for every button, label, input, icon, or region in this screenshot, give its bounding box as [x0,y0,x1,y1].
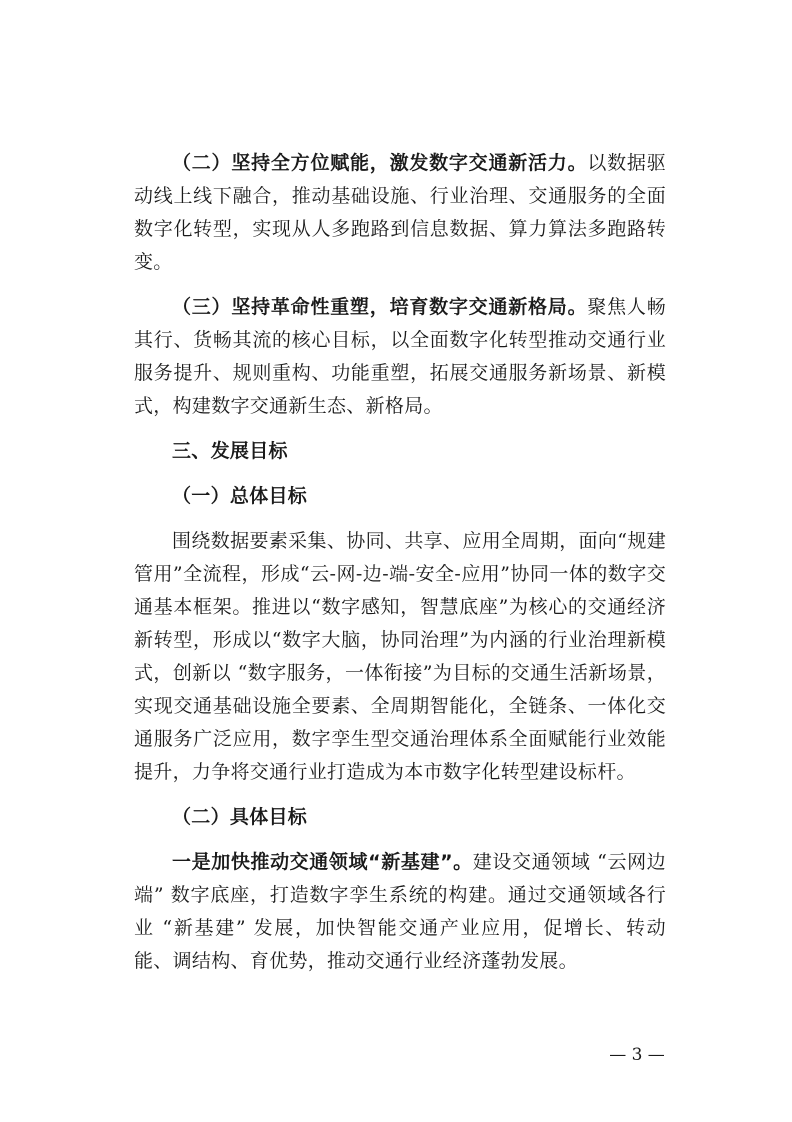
page-number: — 3 — [609,1045,665,1065]
paragraph-text: 建设交通领域 “云网边端” 数字底座，打造数字孪生系统的构建。通过交通领域各行业 “新基建” 发展，加快智能交通产业应用，促增长、转动能、调结构、育优势，推动交通行业经济蓬勃发展。 [134,851,666,972]
subsection-heading-overall-goals: （一）总体目标 [172,485,308,507]
paragraph-text: 聚焦人畅其行、货畅其流的核心目标，以全面数字化转型推动交通行业服务提升、规则重构、功能重塑，拓展交通服务新场景、新模式，构建数字交通新生态、新格局。 [134,296,666,417]
paragraph-principle-two [134,147,666,279]
paragraph-principle-three [134,291,666,423]
paragraph-lead-bold: （三）坚持革命性重塑，培育数字交通新格局。 [172,296,588,318]
document-body [134,147,666,990]
paragraph-lead-bold: （二）坚持全方位赋能，激发数字交通新活力。 [172,152,588,174]
paragraph-lead-bold: 一是加快推动交通领域“新基建”。 [172,851,473,873]
section-heading-development-goals: 三、发展目标 [172,440,288,462]
paragraph-specific-goal-one [134,846,666,978]
paragraph-text: 以数据驱动线上线下融合，推动基础设施、行业治理、交通服务的全面数字化转型，实现从人多跑路到信息数据、算力算法多跑路转变。 [134,152,666,273]
subsection-heading-specific-goals: （二）具体目标 [172,806,308,828]
paragraph-overall-goals: 围绕数据要素采集、协同、共享、应用全周期，面向“规建管用”全流程，形成“云-网-边-端-安全-应用”协同一体的数字交通基本框架。推进以“数字感知，智慧底座”为核心的交通经济新转型，形成以“数字大脑，协同治理”为内涵的行业治理新模式，创新以 “数字服务，一体衔接”为目标的交通生活新场景，实现交通基础设施全要素、全周期智能化，全链条、一体化交通服务广泛应用，数字孪生型交通治理体系全面赋能行业效能提升，力争将交通行业打造成为本市数字化转型建设标杆。 [134,530,666,783]
